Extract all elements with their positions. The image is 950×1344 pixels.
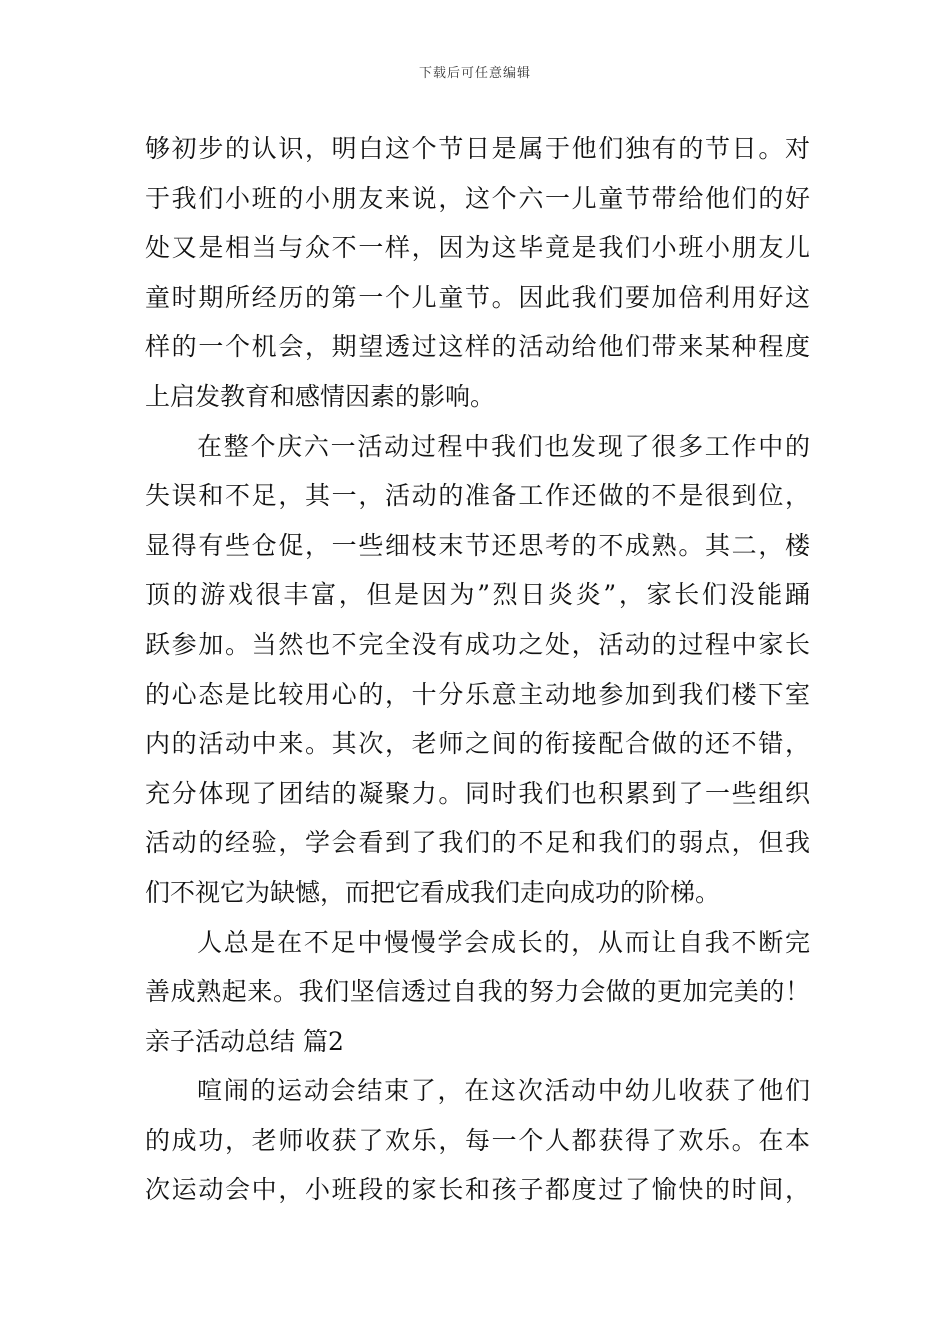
text-line: 喧闹的运动会结束了，在这次活动中幼儿收获了他们 xyxy=(197,1076,810,1106)
text-line: 样的一个机会，期望透过这样的活动给他们带来某种程度 xyxy=(145,332,810,362)
text-line: 次运动会中，小班段的家长和孩子都度过了愉快的时间， xyxy=(145,1175,810,1205)
text-line: 善成熟起来。我们坚信透过自我的努力会做的更加完美的！ xyxy=(145,977,810,1007)
text-line: 童时期所经历的第一个儿童节。因此我们要加倍利用好这 xyxy=(145,282,810,312)
document-body xyxy=(145,124,810,1215)
text-line: 们不视它为缺憾，而把它看成我们走向成功的阶梯。 xyxy=(145,877,721,907)
text-line: 上启发教育和感情因素的影响。 xyxy=(145,381,496,411)
text-line: 活动的经验，学会看到了我们的不足和我们的弱点，但我 xyxy=(145,828,810,858)
text-line: 显得有些仓促，一些细枝末节还思考的不成熟。其二，楼 xyxy=(145,530,810,560)
text-line: 顶的游戏很丰富，但是因为”烈日炎炎”，家长们没能踊 xyxy=(145,580,810,610)
text-line: 够初步的认识，明白这个节日是属于他们独有的节日。对 xyxy=(145,134,810,163)
text-line: 的成功，老师收获了欢乐，每一个人都获得了欢乐。在本 xyxy=(145,1125,810,1155)
text-line: 失误和不足，其一，活动的准备工作还做的不是很到位， xyxy=(145,481,810,511)
page-header: 下载后可任意编辑 xyxy=(418,66,531,81)
text-line: 人总是在不足中慢慢学会成长的，从而让自我不断完 xyxy=(197,927,810,957)
text-line: 亲子活动总结 篇2 xyxy=(145,1026,344,1056)
text-line: 在整个庆六一活动过程中我们也发现了很多工作中的 xyxy=(197,431,810,461)
text-line: 处又是相当与众不一样，因为这毕竟是我们小班小朋友儿 xyxy=(145,233,810,263)
text-line: 内的活动中来。其次，老师之间的衔接配合做的还不错， xyxy=(145,729,810,759)
text-line: 跃参加。当然也不完全没有成功之处，活动的过程中家长 xyxy=(145,629,810,659)
text-line: 的心态是比较用心的，十分乐意主动地参加到我们楼下室 xyxy=(145,679,810,709)
text-line: 充分体现了团结的凝聚力。同时我们也积累到了一些组织 xyxy=(145,778,810,808)
text-line: 于我们小班的小朋友来说，这个六一儿童节带给他们的好 xyxy=(145,183,810,213)
